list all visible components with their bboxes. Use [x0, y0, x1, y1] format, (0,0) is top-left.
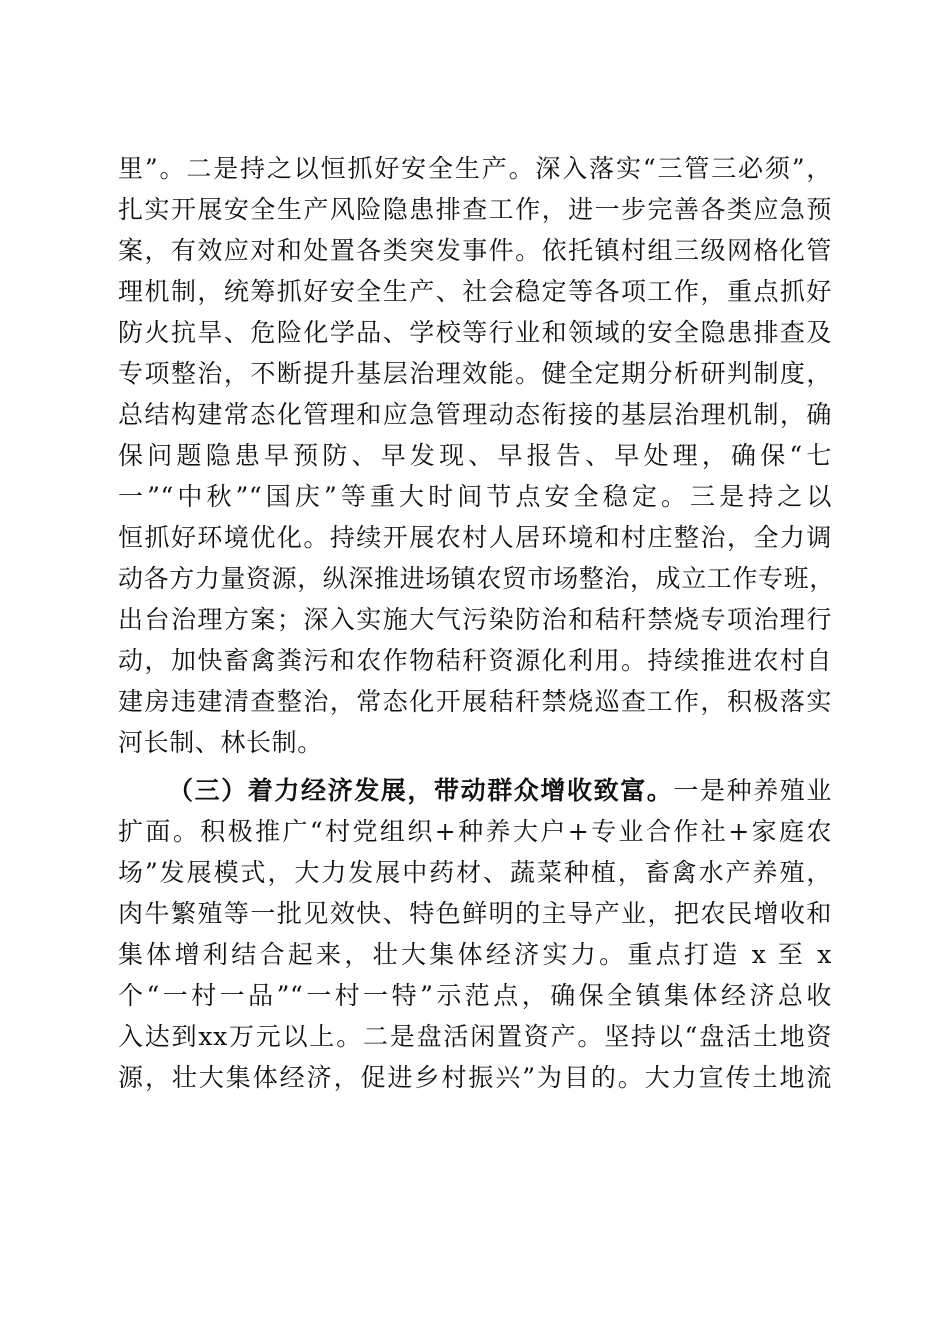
paragraph-line: 理机制，统筹抓好安全生产、社会稳定等各项工作，重点抓好 [118, 277, 832, 306]
section-heading-line [168, 775, 832, 807]
paragraph-line: 扎实开展安全生产风险隐患排查工作，进一步完善各类应急预 [118, 195, 832, 224]
paragraph-line: 场”发展模式，大力发展中药材、蔬菜种植，畜禽水产养殖， [118, 858, 832, 887]
paragraph-line: 建房违建清查整治，常态化开展秸秆禁烧巡查工作，积极落实 [118, 687, 832, 716]
paragraph-line: 总结构建常态化管理和应急管理动态衔接的基层治理机制，确 [118, 400, 832, 429]
paragraph-line: 出台治理方案；深入实施大气污染防治和秸秆禁烧专项治理行 [118, 605, 832, 634]
paragraph-line: 扩面。积极推广“村党组织+种养大户+专业合作社+家庭农 [118, 817, 832, 846]
paragraph-line: 里”。二是持之以恒抓好安全生产。深入落实“三管三必须”， [118, 154, 832, 183]
paragraph-line: 专项整治，不断提升基层治理效能。健全定期分析研判制度， [118, 359, 832, 388]
paragraph-line: 保问题隐患早预防、早发现、早报告、早处理，确保“七 [118, 441, 832, 470]
paragraph-line: 动各方力量资源，纵深推进场镇农贸市场整治，成立工作专班， [118, 564, 835, 593]
paragraph-line: 动，加快畜禽粪污和农作物秸秆资源化利用。持续推进农村自 [118, 646, 832, 675]
section-first-line-text: 一是种养殖业 [673, 776, 832, 805]
paragraph-line: 入达到xx万元以上。二是盘活闲置资产。坚持以“盘活土地资 [118, 1022, 832, 1051]
paragraph-line: 一”“中秋”“国庆”等重大时间节点安全稳定。三是持之以 [118, 482, 832, 511]
paragraph-line-last: 河长制、林长制。 [118, 728, 323, 757]
paragraph-line: 个“一村一品”“一村一特”示范点，确保全镇集体经济总收 [118, 981, 832, 1010]
paragraph-line: 源，壮大集体经济，促进乡村振兴”为目的。大力宣传土地流 [118, 1063, 832, 1092]
paragraph-line: 恒抓好环境优化。持续开展农村人居环境和村庄整治，全力调 [118, 523, 832, 552]
paragraph-line: 集体增利结合起来，壮大集体经济实力。重点打造 x 至 x [118, 940, 832, 969]
section-heading: （三）着力经济发展，带动群众增收致富。 [168, 776, 674, 805]
paragraph-line: 案，有效应对和处置各类突发事件。依托镇村组三级网格化管 [118, 236, 832, 265]
paragraph-line: 肉牛繁殖等一批见效快、特色鲜明的主导产业，把农民增收和 [118, 899, 832, 928]
paragraph-line: 防火抗旱、危险化学品、学校等行业和领域的安全隐患排查及 [118, 318, 832, 347]
